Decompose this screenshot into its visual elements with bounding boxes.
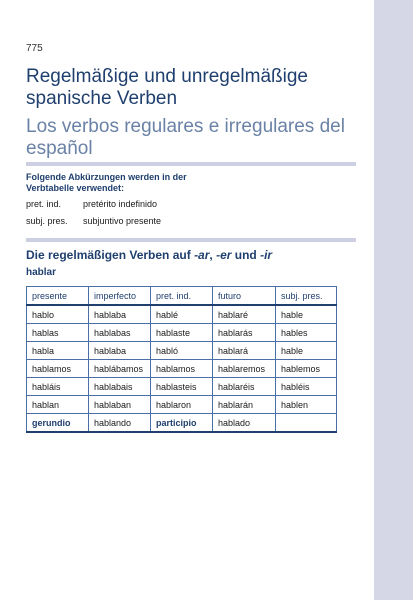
table-row <box>27 324 337 342</box>
table-header-row <box>27 287 337 306</box>
table-row <box>27 396 337 414</box>
gerund-label: gerundio <box>27 414 89 433</box>
divider-rule <box>26 162 356 166</box>
column-header: subj. pres. <box>276 287 337 306</box>
table-cell: hablaba <box>89 305 151 324</box>
table-cell: hablasteis <box>151 378 213 396</box>
table-cell: hablaréis <box>213 378 276 396</box>
table-row <box>27 378 337 396</box>
table-cell: hablará <box>213 342 276 360</box>
table-cell: hablé <box>151 305 213 324</box>
divider-rule <box>26 238 356 242</box>
abbreviation-value: pretérito indefinido <box>83 199 158 209</box>
section-title-prefix: Die regelmäßigen Verben auf <box>26 248 195 262</box>
table-cell: hablemos <box>276 360 337 378</box>
table-cell: hable <box>276 305 337 324</box>
table-cell: hables <box>276 324 337 342</box>
abbreviation-key: subj. pres. <box>26 216 68 226</box>
abbreviation-key: pret. ind. <box>26 199 62 209</box>
section-title <box>26 248 356 262</box>
table-cell: hablan <box>27 396 89 414</box>
gerund-value: hablando <box>89 414 151 433</box>
abbreviations-intro: Folgende Abkürzungen werden in der Verbtabelle verwendet: <box>26 172 187 193</box>
table-cell: hablaste <box>151 324 213 342</box>
abbreviations-list <box>26 196 161 230</box>
suffix-ir: -ir <box>260 248 273 262</box>
abbreviation-item <box>26 213 161 230</box>
table-row <box>27 342 337 360</box>
table-cell: hablamos <box>27 360 89 378</box>
title-spanish: Los verbos regulares e irregulares del español <box>26 116 345 159</box>
verb-name: hablar <box>26 267 57 278</box>
table-row <box>27 360 337 378</box>
table-cell: hablaban <box>89 396 151 414</box>
suffix-er: -er <box>216 248 232 262</box>
table-cell: habla <box>27 342 89 360</box>
column-header: presente <box>27 287 89 306</box>
table-row-nonfinite <box>27 414 337 433</box>
empty-cell <box>276 414 337 433</box>
table-cell: hablaré <box>213 305 276 324</box>
table-cell: hablarán <box>213 396 276 414</box>
table-cell: hablas <box>27 324 89 342</box>
table-row <box>27 305 337 324</box>
table-cell: hablen <box>276 396 337 414</box>
table-cell: habláis <box>27 378 89 396</box>
abbreviation-value: subjuntivo presente <box>83 216 162 226</box>
column-header: futuro <box>213 287 276 306</box>
section-title-separator: und <box>231 248 261 262</box>
abbreviation-item <box>26 196 161 213</box>
participle-value: hablado <box>213 414 276 433</box>
page-number: 775 <box>26 43 43 54</box>
table-cell: hablamos <box>151 360 213 378</box>
suffix-ar: -ar <box>194 248 210 262</box>
table-cell: habló <box>151 342 213 360</box>
section-title-separator: , <box>209 248 217 262</box>
table-cell: hablabas <box>89 324 151 342</box>
table-cell: hable <box>276 342 337 360</box>
table-cell: hablábamos <box>89 360 151 378</box>
table-cell: hablaremos <box>213 360 276 378</box>
title-german: Regelmäßige und unregelmäßige spanische Verben <box>26 66 308 109</box>
column-header: imperfecto <box>89 287 151 306</box>
table-cell: hablarás <box>213 324 276 342</box>
side-band <box>374 0 413 600</box>
conjugation-table <box>26 286 337 433</box>
table-cell: hablaron <box>151 396 213 414</box>
column-header: pret. ind. <box>151 287 213 306</box>
participle-label: participio <box>151 414 213 433</box>
table-cell: hablabais <box>89 378 151 396</box>
table-cell: hablo <box>27 305 89 324</box>
table-cell: habléis <box>276 378 337 396</box>
table-cell: hablaba <box>89 342 151 360</box>
